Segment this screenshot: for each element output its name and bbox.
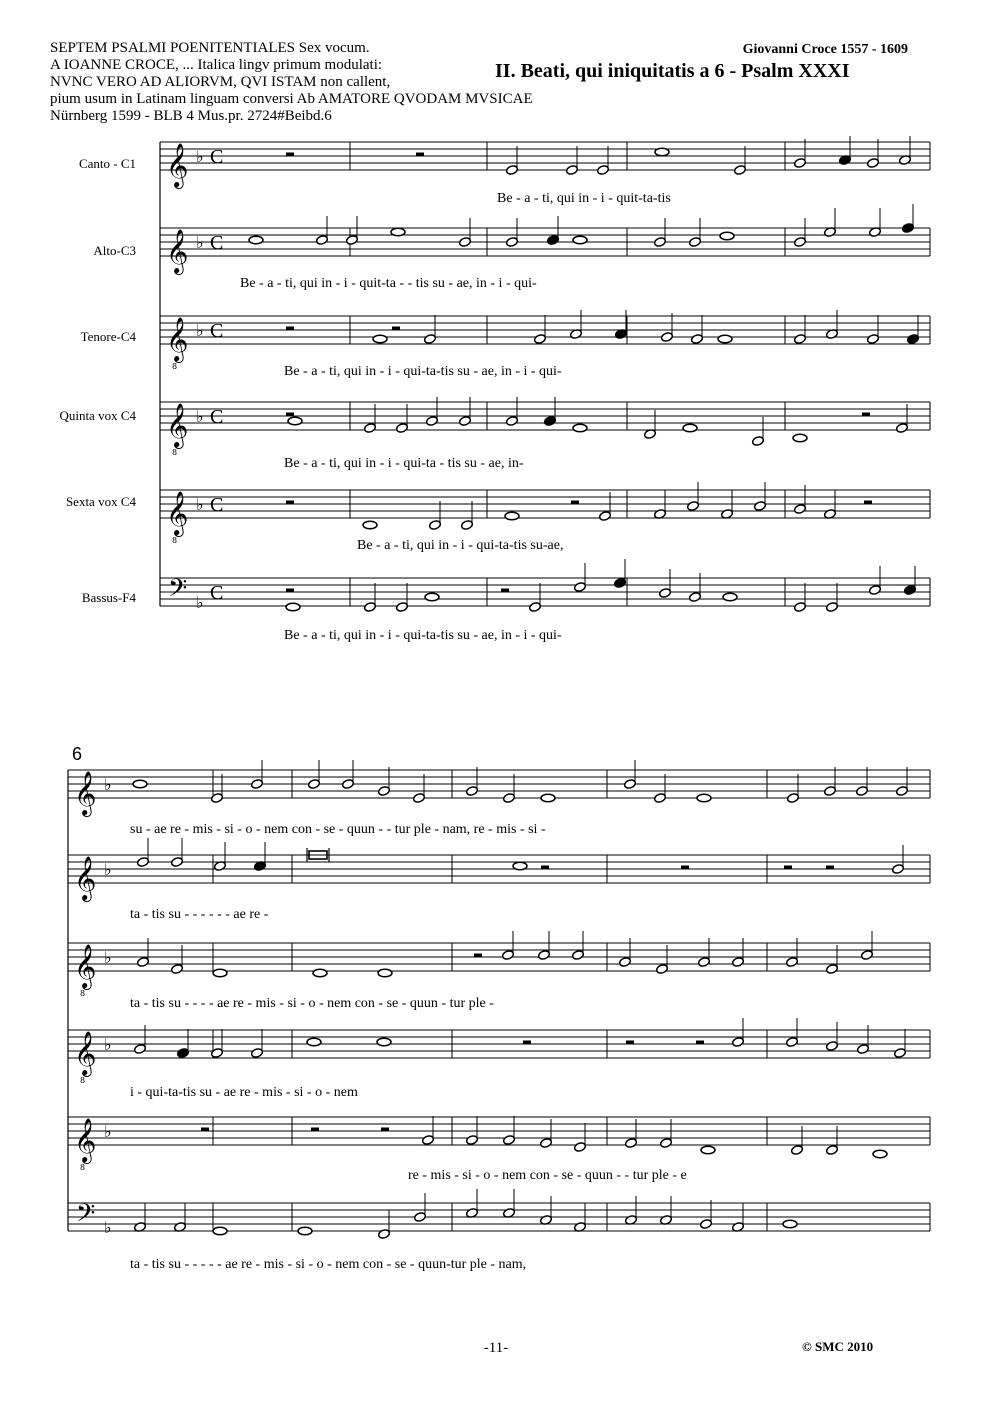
lyrics-bassus-2: ta - tis su - - - - - ae re - mis - si - o - nem con - se - quun-tur ple - nam, xyxy=(130,1257,527,1272)
note xyxy=(213,969,227,977)
octave-marker: 8 xyxy=(172,448,178,457)
flat-icon: ♭ xyxy=(196,407,204,426)
treble-clef-icon: 𝄞 xyxy=(166,229,189,273)
note xyxy=(513,862,527,870)
treble-clef-icon: 𝄞 xyxy=(166,317,189,361)
rest-icon xyxy=(416,153,424,157)
treble-clef-icon: 𝄞 xyxy=(74,1031,97,1075)
rest-icon xyxy=(201,1128,209,1132)
rest-icon xyxy=(826,866,834,870)
part-label-tenore: Tenore-C4 xyxy=(80,329,136,344)
flat-icon: ♭ xyxy=(104,1122,112,1141)
flat-icon: ♭ xyxy=(196,593,204,612)
rest-icon xyxy=(784,866,792,870)
note xyxy=(683,424,697,432)
note xyxy=(541,794,555,802)
note xyxy=(133,780,147,788)
note xyxy=(249,236,263,244)
source-line: A IOANNE CROCE, ... Italica lingv primum modulati: xyxy=(50,57,383,73)
rest-icon xyxy=(864,501,872,505)
rest-icon xyxy=(474,954,482,958)
rest-icon xyxy=(626,1041,634,1045)
rest-icon xyxy=(501,589,509,593)
note xyxy=(288,417,302,425)
treble-clef-icon: 𝄞 xyxy=(166,491,189,535)
rest-icon xyxy=(541,866,549,870)
lyrics-quinta-2: i - qui-ta-tis su - ae re - mis - si - o - nem xyxy=(130,1085,358,1100)
octave-marker: 8 xyxy=(80,989,86,998)
flat-icon: ♭ xyxy=(196,495,204,514)
flat-icon: ♭ xyxy=(196,233,204,252)
rest-icon xyxy=(571,501,579,505)
copyright: © SMC 2010 xyxy=(802,1339,874,1354)
flat-icon: ♭ xyxy=(104,775,112,794)
note xyxy=(363,521,377,529)
common-time-icon: C xyxy=(210,146,224,168)
rest-icon xyxy=(523,1041,531,1045)
piece-title: II. Beati, qui iniquitatis a 6 - Psalm XXXI xyxy=(495,60,850,82)
source-line: SEPTEM PSALMI POENITENTIALES Sex vocum. xyxy=(50,40,370,56)
lyrics-sexta-2: re - mis - si - o - nem con - se - quun - - tur ple - e xyxy=(408,1168,687,1183)
treble-clef-icon: 𝄞 xyxy=(74,944,97,988)
note xyxy=(313,969,327,977)
treble-clef-icon: 𝄞 xyxy=(74,771,97,815)
treble-clef-icon: 𝄞 xyxy=(166,403,189,447)
flat-icon: ♭ xyxy=(104,860,112,879)
composer: Giovanni Croce 1557 - 1609 xyxy=(742,42,908,57)
note xyxy=(783,1220,797,1228)
rest-icon xyxy=(696,1041,704,1045)
source-line: NVNC VERO AD ALIORVM, QVI ISTAM non callent, xyxy=(50,74,391,90)
lyrics-canto-2: su - ae re - mis - si - o - nem con - se - quun - - tur ple - nam, re - mis - si - xyxy=(130,822,546,837)
flat-icon: ♭ xyxy=(104,948,112,967)
common-time-icon: C xyxy=(210,406,224,428)
measure-number: 6 xyxy=(72,744,83,764)
rest-icon xyxy=(286,153,294,157)
note xyxy=(720,232,734,240)
flat-icon: ♭ xyxy=(196,147,204,166)
bass-clef-icon: 𝄢 xyxy=(168,574,188,609)
note xyxy=(213,1227,227,1235)
note xyxy=(298,1227,312,1235)
lyrics-quinta-1: Be - a - ti, qui in - i - qui-ta - tis su - ae, in- xyxy=(284,456,524,471)
source-line: pium usum in Latinam linguam conversi Ab AMATORE QVODAM MVSICAE xyxy=(50,91,533,107)
note xyxy=(373,335,387,343)
note xyxy=(505,512,519,520)
part-label-canto: Canto - C1 xyxy=(78,156,136,171)
octave-marker: 8 xyxy=(172,536,178,545)
part-label-bassus: Bassus-F4 xyxy=(81,590,136,605)
note xyxy=(793,434,807,442)
bass-clef-icon: 𝄢 xyxy=(76,1199,96,1234)
lyrics-tenore-1: Be - a - ti, qui in - i - qui-ta-tis su - ae, in - i - qui- xyxy=(284,364,562,379)
flat-icon: ♭ xyxy=(196,321,204,340)
lyrics-bassus-1: Be - a - ti, qui in - i - qui-ta-tis su - ae, in - i - qui- xyxy=(284,628,562,643)
rest-icon xyxy=(681,866,689,870)
rest-icon xyxy=(286,413,294,417)
rest-icon xyxy=(392,327,400,331)
note xyxy=(718,335,732,343)
note xyxy=(391,228,405,236)
flat-icon: ♭ xyxy=(104,1218,112,1237)
lyrics-alto-2: ta - tis su - - - - - - ae re - xyxy=(130,907,269,922)
flat-icon: ♭ xyxy=(104,1035,112,1054)
octave-marker: 8 xyxy=(172,362,178,371)
note xyxy=(701,1146,715,1154)
rest-icon xyxy=(286,501,294,505)
note xyxy=(573,236,587,244)
note xyxy=(573,424,587,432)
rest-icon xyxy=(286,327,294,331)
common-time-icon: C xyxy=(210,582,224,604)
part-label-sexta: Sexta vox C4 xyxy=(65,494,136,509)
note xyxy=(425,593,439,601)
note xyxy=(377,1038,391,1046)
treble-clef-icon: 𝄞 xyxy=(74,1118,97,1162)
common-time-icon: C xyxy=(210,494,224,516)
lyrics-alto-1: Be - a - ti, qui in - i - quit-ta - - tis su - ae, in - i - qui- xyxy=(240,276,537,291)
treble-clef-icon: 𝄞 xyxy=(74,856,97,900)
rest-icon xyxy=(381,1128,389,1132)
part-label-quinta: Quinta vox C4 xyxy=(59,408,136,423)
rest-icon xyxy=(311,1128,319,1132)
page-number: -11- xyxy=(483,1340,509,1356)
note xyxy=(307,1038,321,1046)
rest-icon xyxy=(862,413,870,417)
note xyxy=(378,969,392,977)
lyrics-sexta-1: Be - a - ti, qui in - i - qui-ta-tis su-ae, xyxy=(357,538,564,553)
note xyxy=(873,1150,887,1158)
note xyxy=(286,603,300,611)
note xyxy=(655,148,669,156)
treble-clef-icon: 𝄞 xyxy=(166,143,189,187)
source-line: Nürnberg 1599 - BLB 4 Mus.pr. 2724#Beibd.6 xyxy=(50,108,332,124)
note xyxy=(697,794,711,802)
part-label-alto: Alto-C3 xyxy=(93,243,136,258)
note xyxy=(723,593,737,601)
lyrics-canto-1: Be - a - ti, qui in - i - quit-ta-tis xyxy=(497,191,671,206)
common-time-icon: C xyxy=(210,320,224,342)
rest-icon xyxy=(286,589,294,593)
lyrics-tenore-2: ta - tis su - - - - ae re - mis - si - o - nem con - se - quun - tur ple - xyxy=(130,996,494,1011)
octave-marker: 8 xyxy=(80,1163,86,1172)
common-time-icon: C xyxy=(210,232,224,254)
octave-marker: 8 xyxy=(80,1076,86,1085)
